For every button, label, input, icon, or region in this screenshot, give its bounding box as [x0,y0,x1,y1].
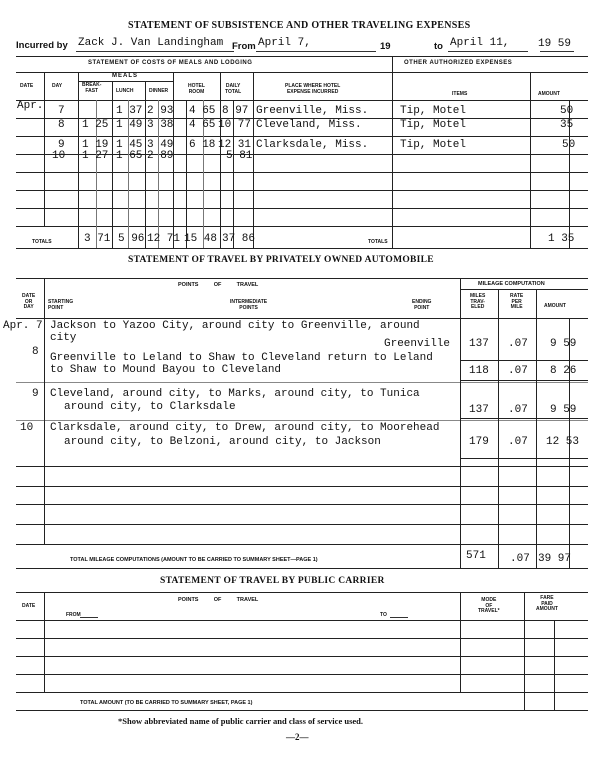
cell-value: 5 96 [118,233,145,245]
cell-value: .07 [508,365,528,377]
auto-col-end: ENDING POINT [412,299,432,311]
auto-col-amount: AMOUNT [544,303,566,309]
to-label: to [434,41,443,52]
cell-value: 1 25 [82,119,109,131]
meals-totals-amount: 1 35 [548,233,575,245]
cell-value: 3 71 [84,233,111,245]
cell-value: 3 38 [147,119,174,131]
cell-value: city [50,332,77,344]
col-hotel-room: HOTEL ROOM [188,83,205,95]
cell-value: 3 49 [147,139,174,151]
cell-value: 118 [469,365,489,377]
auto-section-title: STATEMENT OF TRAVEL BY PRIVATELY OWNED AUTOMOBILE [128,255,434,265]
cell-value: Cleveland, Miss. [256,119,362,131]
cell-value: .07 [508,404,528,416]
cell-value: 5 81 [226,150,253,162]
cell-value: 2 93 [147,105,174,117]
cell-value: around city, to Belzoni, around city, to Jackson [64,436,381,448]
cell-value: 12 53 [546,436,580,448]
meals-totals-label: TOTALS [32,239,52,245]
auto-col-intermediate: INTERMEDIATE POINTS [230,299,268,311]
from-label: From [232,41,256,52]
cell-value: 179 [469,436,489,448]
cell-value: 4 65 [189,119,216,131]
other-expenses-title: OTHER AUTHORIZED EXPENSES [404,60,513,66]
cell-value: 9 59 [550,404,577,416]
col-place: PLACE WHERE HOTEL EXPENSE INCURRED [285,83,341,95]
footer-note: *Show abbreviated name of public carrier and class of service used. [118,716,363,726]
cell-value: 9 [58,139,65,151]
cell-value: 8 97 [222,105,249,117]
cell-value: 50 [560,105,574,117]
meals-totals-right-label: TOTALS [368,239,388,245]
col-amount: AMOUNT [538,91,560,97]
from-value: April 7, [258,37,311,49]
carrier-col-mode: MODE OF TRAVEL* [478,597,500,614]
col-dinner: DINNER [149,88,169,94]
cell-value: 9 [32,388,39,400]
col-day: DAY [52,83,63,89]
cell-value: 10 [20,422,34,434]
cell-value: 4 65 [189,105,216,117]
auto-col-mileage: MILEAGE COMPUTATION [478,281,545,287]
col-items: ITEMS [452,91,468,97]
cell-value: 7 [58,105,65,117]
cell-value: 8 26 [550,365,577,377]
cell-value: to Shaw to Mound Bayou to Cleveland [50,364,282,376]
cell-value: Clarksdale, Miss. [256,139,369,151]
cell-value: 12 31 [218,139,252,151]
cell-value: Greenville, Miss. [256,105,369,117]
auto-col-miles: MILES TRAV- ELED [470,293,486,310]
incurred-by-label: Incurred by [16,40,68,51]
auto-col-date: DATE OR DAY [22,293,36,310]
cell-value: 6 18 [189,139,216,151]
cell-value: Greenville to Leland to Shaw to Cleveland return to Leland [50,352,433,364]
cell-value: 10 [52,150,66,162]
cell-value: Jackson to Yazoo City, around city to Greenville, around [50,320,420,332]
auto-col-start: STARTING POINT [48,299,74,311]
cell-value: Tip, Motel [400,105,467,117]
cell-value: 37 86 [222,233,256,245]
page-number: —2— [286,732,309,742]
carrier-col-fare: FARE PAID AMOUNT [536,595,558,612]
cell-value: around city, to Clarksdale [64,401,236,413]
carrier-points-of-travel: POINTS OF TRAVEL [178,597,259,603]
to-value: April 11, [450,37,510,49]
form-title: STATEMENT OF SUBSISTENCE AND OTHER TRAVELING EXPENSES [128,20,471,31]
cell-value: 50 [562,139,576,151]
auto-points-of-travel: POINTS OF TRAVEL [178,282,259,288]
cell-value: 2 89 [147,150,174,162]
cell-value: 9 59 [550,338,577,350]
cell-value: 39 97 [538,553,572,565]
col-daily-total: DAILY TOTAL [225,83,242,95]
cell-value: 12 71 [147,233,181,245]
carrier-col-to: TO [380,612,387,618]
cell-value: .07 [510,553,530,565]
col-breakfast: BREAK- FAST [82,82,102,94]
auto-total-label: TOTAL MILEAGE COMPUTATIONS (AMOUNT TO BE CARRIED TO SUMMARY SHEET—PAGE 1) [70,557,318,563]
year-prefix: 19 [380,41,391,52]
cell-value: 15 48 [184,233,218,245]
cell-value: 1 19 [82,139,109,151]
cell-value: Tip, Motel [400,139,467,151]
cell-value: 8 [32,346,39,358]
cell-value: Apr. 7 [3,320,43,332]
col-date: DATE [20,83,34,89]
incurred-by-value: Zack J. Van Landingham [78,37,224,49]
cell-value: 1 65 [116,150,143,162]
cell-value: 137 [469,404,489,416]
cell-value: .07 [508,338,528,350]
cell-value: 137 [469,338,489,350]
cell-value: 1 37 [116,105,143,117]
carrier-col-date: DATE [22,603,36,609]
cell-value: 571 [466,550,486,562]
cell-value: Greenville [384,338,451,350]
cell-value: 35 [560,119,574,131]
carrier-col-from: FROM [66,612,81,618]
meals-month: Apr. [17,100,44,112]
cell-value: 1 49 [116,119,143,131]
cell-value: Cleveland, around city, to Marks, around city, to Tunica [50,388,420,400]
cell-value: .07 [508,436,528,448]
carrier-section-title: STATEMENT OF TRAVEL BY PUBLIC CARRIER [160,576,385,586]
col-meals: MEALS [112,73,138,79]
cell-value: 8 [58,119,65,131]
col-lunch: LUNCH [116,88,134,94]
cell-value: 1 27 [82,150,109,162]
cell-value: Clarksdale, around city, to Drew, around city, to Moorehead [50,422,440,434]
cell-value: Tip, Motel [400,119,467,131]
cell-value: 10 77 [218,119,252,131]
carrier-total-label: TOTAL AMOUNT (TO BE CARRIED TO SUMMARY SHEET, PAGE 1) [80,700,253,706]
cell-value: 1 45 [116,139,143,151]
year-value: 19 59 [538,38,572,50]
auto-col-rate: RATE PER MILE [510,293,524,310]
meals-section-title: STATEMENT OF COSTS OF MEALS AND LODGING [88,60,253,66]
